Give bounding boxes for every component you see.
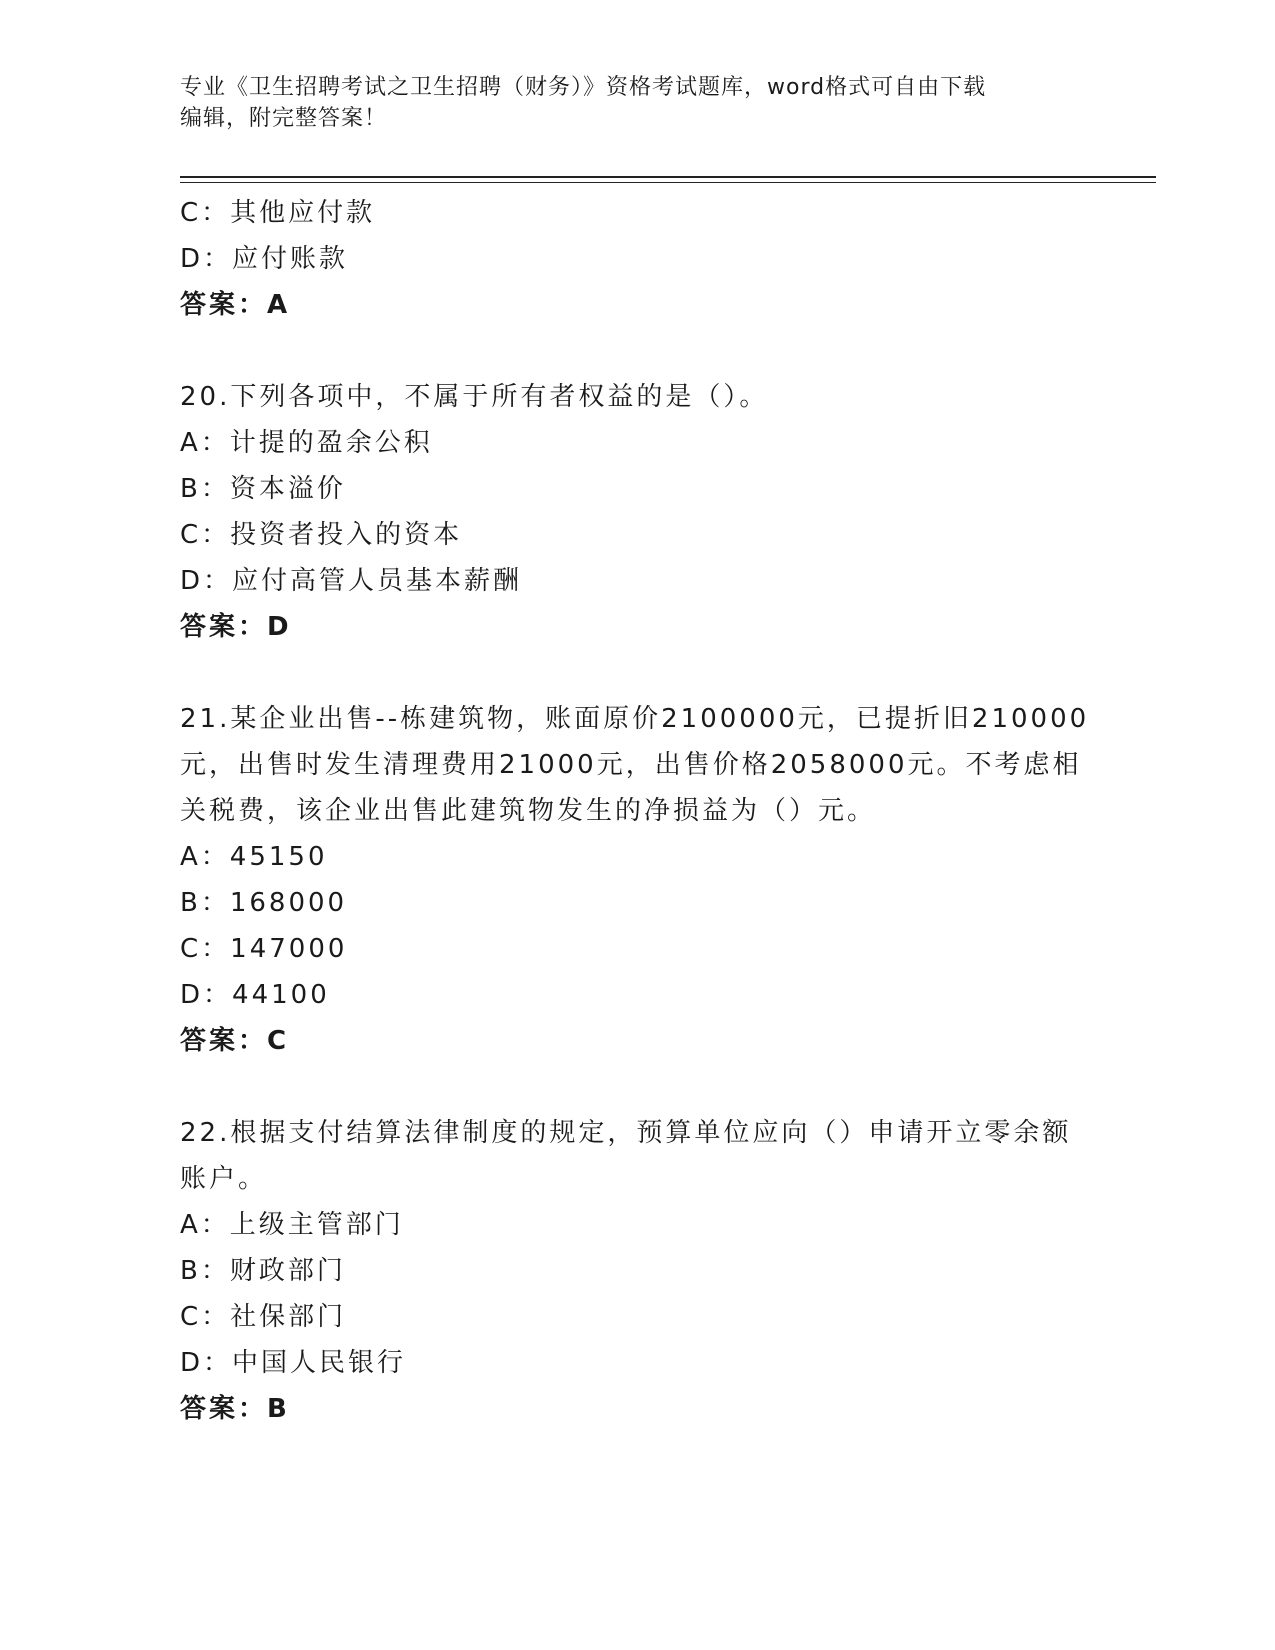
option-b: B：资本溢价 xyxy=(180,474,346,504)
option-a: A：45150 xyxy=(180,842,328,872)
answer-line: 答案：C xyxy=(180,1026,290,1056)
answer-line: 答案：A xyxy=(180,290,291,320)
answer-line: 答案：D xyxy=(180,612,292,642)
option-d: D：44100 xyxy=(180,980,330,1010)
spacer xyxy=(180,650,1080,696)
option-c: C：147000 xyxy=(180,934,348,964)
option-d: D：应付高管人员基本薪酬 xyxy=(180,566,523,596)
question-21 xyxy=(180,696,1090,1064)
question-19-tail xyxy=(180,190,1080,328)
option-a: A：上级主管部门 xyxy=(180,1210,404,1240)
header-line-2: 编辑，附完整答案！ xyxy=(180,106,388,131)
header-line-1: 专业《卫生招聘考试之卫生招聘（财务）》资格考试题库，word格式可自由下载 xyxy=(180,75,987,100)
question-stem-line-2: 账户。 xyxy=(180,1164,268,1194)
header-divider-thin xyxy=(180,182,1156,183)
question-stem: 20.下列各项中，不属于所有者权益的是（）。 xyxy=(180,382,769,412)
option-d: D：应付账款 xyxy=(180,244,349,274)
spacer xyxy=(180,328,1080,374)
option-c: C：投资者投入的资本 xyxy=(180,520,463,550)
spacer xyxy=(180,1064,1080,1110)
document-header xyxy=(180,72,1080,134)
question-list xyxy=(180,190,1090,1432)
answer-line: 答案：B xyxy=(180,1394,290,1424)
question-22 xyxy=(180,1110,1080,1432)
option-a: A：计提的盈余公积 xyxy=(180,428,433,458)
question-stem-line-1: 21.某企业出售--栋建筑物，账面原价2100000元，已提折旧210000 xyxy=(180,704,1090,734)
header-divider-thick xyxy=(180,176,1156,178)
question-stem-line-3: 关税费，该企业出售此建筑物发生的净损益为（）元。 xyxy=(180,796,877,826)
option-b: B：168000 xyxy=(180,888,348,918)
option-d: D：中国人民银行 xyxy=(180,1348,407,1378)
option-b: B：财政部门 xyxy=(180,1256,346,1286)
option-c: C：社保部门 xyxy=(180,1302,347,1332)
question-20 xyxy=(180,374,1080,650)
option-c: C：其他应付款 xyxy=(180,198,376,228)
question-stem-line-1: 22.根据支付结算法律制度的规定，预算单位应向（）申请开立零余额 xyxy=(180,1118,1072,1148)
question-stem-line-2: 元，出售时发生清理费用21000元，出售价格2058000元。不考虑相 xyxy=(180,750,1082,780)
